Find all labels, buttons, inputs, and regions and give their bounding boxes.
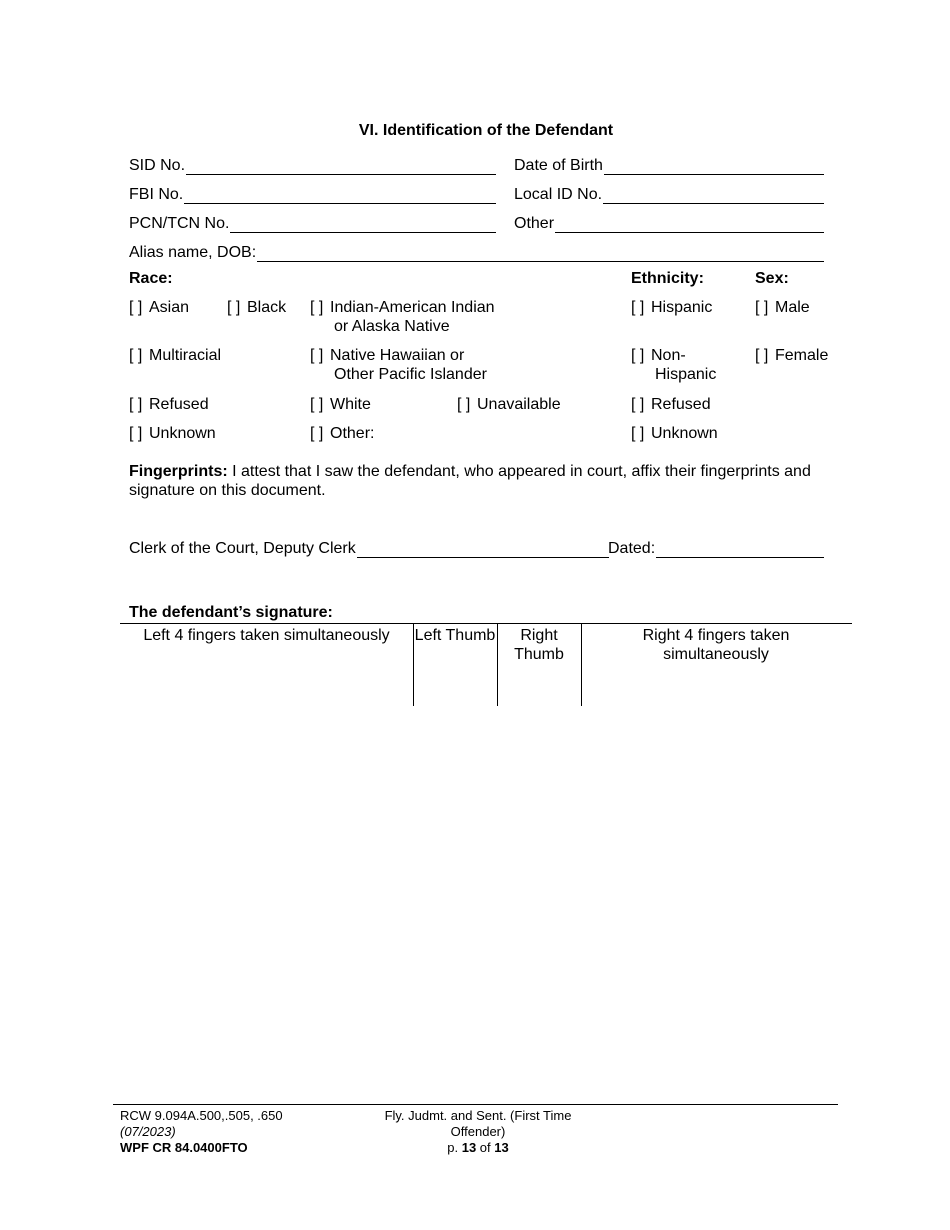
race-asian-label: Asian — [149, 299, 190, 316]
race-unavailable-label: Unavailable — [477, 396, 561, 413]
checkbox-bracket[interactable]: [ ] — [755, 299, 769, 316]
dated-line[interactable] — [656, 543, 824, 558]
clerk-field[interactable] — [129, 538, 609, 558]
page-prefix: p. — [447, 1140, 462, 1155]
other-id-label: Other — [514, 215, 555, 232]
race-black-label: Black — [247, 299, 287, 316]
race-hawaiian-label-cont: Other Pacific Islander — [334, 366, 487, 383]
checkbox-bracket[interactable]: [ ] — [310, 425, 324, 442]
race-hawaiian-checkbox[interactable] — [310, 346, 487, 384]
pcn-label: PCN/TCN No. — [129, 215, 230, 232]
page-of: of — [476, 1140, 495, 1155]
race-other-checkbox[interactable] — [310, 424, 374, 443]
fingerprints-label: Fingerprints: — [129, 463, 228, 480]
checkbox-bracket[interactable]: [ ] — [310, 299, 324, 316]
footer-doc-title-cont: Offender) — [450, 1124, 506, 1139]
alias-label: Alias name, DOB: — [129, 244, 257, 261]
left-four-fingers-box: Left 4 fingers taken simultaneously — [143, 627, 390, 644]
race-heading: Race: — [129, 270, 173, 287]
sid-label: SID No. — [129, 157, 186, 174]
footer-date: (07/2023) — [120, 1124, 176, 1139]
sid-line[interactable] — [186, 160, 496, 175]
race-unknown-checkbox[interactable] — [129, 424, 216, 443]
checkbox-bracket[interactable]: [ ] — [457, 396, 471, 413]
ethnicity-unknown-checkbox[interactable] — [631, 424, 718, 443]
other-id-line[interactable] — [555, 218, 824, 233]
ethnicity-hispanic-label: Hispanic — [651, 299, 713, 316]
dob-field[interactable] — [514, 155, 824, 175]
sex-female-label: Female — [775, 347, 829, 364]
race-refused-label: Refused — [149, 396, 209, 413]
sex-female-checkbox[interactable] — [755, 346, 828, 365]
dob-label: Date of Birth — [514, 157, 603, 174]
ethnicity-non-hispanic-label: Non- — [651, 347, 686, 364]
ethnicity-non-hispanic-label-cont: Hispanic — [655, 366, 717, 383]
checkbox-bracket[interactable]: [ ] — [755, 347, 769, 364]
sex-heading: Sex: — [755, 270, 789, 287]
checkbox-bracket[interactable]: [ ] — [310, 396, 324, 413]
local-id-field[interactable] — [514, 184, 824, 204]
checkbox-bracket[interactable]: [ ] — [310, 347, 324, 364]
fingerprints-attestation — [129, 462, 829, 500]
dated-field[interactable] — [608, 538, 824, 558]
defendant-signature-label: The defendant’s signature: — [129, 604, 333, 621]
race-multiracial-checkbox[interactable] — [129, 346, 221, 365]
left-thumb-box: Left Thumb — [414, 627, 496, 644]
alias-line[interactable] — [257, 247, 824, 262]
dated-label: Dated: — [608, 540, 656, 557]
race-unknown-label: Unknown — [149, 425, 216, 442]
race-hawaiian-label: Native Hawaiian or — [330, 347, 465, 364]
clerk-label: Clerk of the Court, Deputy Clerk — [129, 540, 356, 557]
dob-line[interactable] — [604, 160, 824, 175]
sid-field[interactable] — [129, 155, 496, 175]
footer-form-number: WPF CR 84.0400FTO — [120, 1140, 248, 1155]
clerk-signature-line[interactable] — [357, 543, 609, 558]
right-thumb-box: Right Thumb — [514, 627, 564, 663]
checkbox-bracket[interactable]: [ ] — [129, 425, 143, 442]
race-refused-checkbox[interactable] — [129, 395, 209, 414]
pcn-line[interactable] — [230, 218, 496, 233]
fbi-label: FBI No. — [129, 186, 184, 203]
race-multiracial-label: Multiracial — [149, 347, 222, 364]
ethnicity-hispanic-checkbox[interactable] — [631, 298, 712, 317]
local-id-label: Local ID No. — [514, 186, 603, 203]
ethnicity-heading: Ethnicity: — [631, 270, 704, 287]
checkbox-bracket[interactable]: [ ] — [129, 347, 143, 364]
section-title: VI. Identification of the Defendant — [358, 122, 614, 139]
other-id-field[interactable] — [514, 213, 824, 233]
signature-line — [120, 623, 852, 624]
sex-male-label: Male — [775, 299, 810, 316]
page-total: 13 — [494, 1140, 509, 1155]
ethnicity-refused-label: Refused — [651, 396, 711, 413]
right-four-fingers-box: Right 4 fingers taken simultaneously — [642, 627, 790, 663]
footer-page-number — [346, 1140, 610, 1156]
checkbox-bracket[interactable]: [ ] — [631, 299, 645, 316]
checkbox-bracket[interactable]: [ ] — [129, 396, 143, 413]
ethnicity-non-hispanic-checkbox[interactable] — [631, 346, 716, 384]
checkbox-bracket[interactable]: [ ] — [631, 396, 645, 413]
race-asian-checkbox[interactable] — [129, 298, 189, 317]
ethnicity-unknown-label: Unknown — [651, 425, 718, 442]
checkbox-bracket[interactable]: [ ] — [631, 347, 645, 364]
race-black-checkbox[interactable] — [227, 298, 286, 317]
race-indian-checkbox[interactable] — [310, 298, 495, 336]
pcn-field[interactable] — [129, 213, 496, 233]
fingerprints-text: I attest that I saw the defendant, who appeared in court, affix their fingerprints and signature on this document. — [129, 463, 811, 499]
alias-field[interactable] — [129, 242, 824, 262]
fbi-field[interactable] — [129, 184, 496, 204]
checkbox-bracket[interactable]: [ ] — [631, 425, 645, 442]
sex-male-checkbox[interactable] — [755, 298, 810, 317]
race-white-label: White — [330, 396, 371, 413]
race-indian-label-cont: or Alaska Native — [334, 318, 450, 335]
page-current: 13 — [461, 1140, 477, 1155]
checkbox-bracket[interactable]: [ ] — [129, 299, 143, 316]
table-divider — [581, 623, 582, 706]
checkbox-bracket[interactable]: [ ] — [227, 299, 241, 316]
race-indian-label: Indian-American Indian — [330, 299, 495, 316]
fbi-line[interactable] — [184, 189, 496, 204]
footer-rcw: RCW 9.094A.500,.505, .650 — [120, 1108, 283, 1123]
ethnicity-refused-checkbox[interactable] — [631, 395, 711, 414]
race-other-label: Other: — [330, 425, 375, 442]
footer-doc-title: Fly. Judmt. and Sent. (First Time — [384, 1108, 572, 1123]
footer-rule — [113, 1104, 838, 1105]
race-white-checkbox[interactable] — [310, 395, 371, 414]
local-id-line[interactable] — [603, 189, 824, 204]
race-unavailable-checkbox[interactable] — [457, 395, 561, 414]
